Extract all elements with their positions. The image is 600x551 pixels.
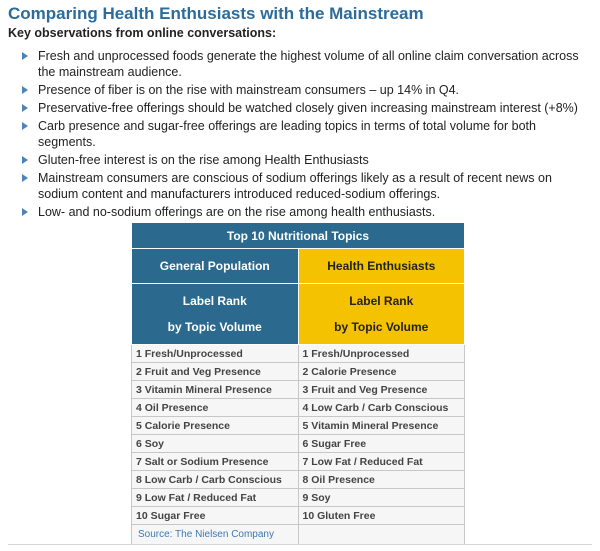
health-enthusiasts-header: Health Enthusiasts: [298, 249, 465, 284]
general-rank-cell: 7 Salt or Sodium Presence: [132, 453, 299, 471]
table-row: [132, 507, 465, 525]
health-rank-cell: 7 Low Fat / Reduced Fat: [298, 453, 465, 471]
general-rank-cell: 9 Low Fat / Reduced Fat: [132, 489, 299, 507]
nutritional-topics-table: [131, 222, 465, 545]
empty-cell: [298, 525, 465, 545]
triangle-bullet-icon: [22, 86, 28, 94]
health-rank-cell: 10 Gluten Free: [298, 507, 465, 525]
general-subheader: [132, 284, 299, 345]
table-row: [132, 453, 465, 471]
bullet-text: Fresh and unprocessed foods generate the highest volume of all online claim conversation across the mainstream audience.: [38, 49, 579, 79]
table-row: [132, 417, 465, 435]
bullet-text: Preservative-free offerings should be watched closely given increasing mainstream interest (+8%): [38, 101, 578, 115]
health-rank-cell: 2 Calorie Presence: [298, 363, 465, 381]
general-population-header: General Population: [132, 249, 299, 284]
triangle-bullet-icon: [22, 156, 28, 164]
list-item: [22, 118, 594, 150]
triangle-bullet-icon: [22, 52, 28, 60]
table-title: Top 10 Nutritional Topics: [132, 223, 465, 249]
health-rank-cell: 9 Soy: [298, 489, 465, 507]
triangle-bullet-icon: [22, 174, 28, 182]
health-subheader-line2: by Topic Volume: [334, 320, 429, 334]
page-title: Comparing Health Enthusiasts with the Mainstream: [8, 4, 424, 23]
list-item: [22, 170, 594, 202]
health-rank-cell: 6 Sugar Free: [298, 435, 465, 453]
table-row: [132, 435, 465, 453]
table-row: [132, 489, 465, 507]
health-rank-cell: 1 Fresh/Unprocessed: [298, 345, 465, 363]
source-row: [132, 525, 465, 545]
general-rank-cell: 2 Fruit and Veg Presence: [132, 363, 299, 381]
general-rank-cell: 3 Vitamin Mineral Presence: [132, 381, 299, 399]
general-subheader-line1: Label Rank: [182, 294, 247, 308]
table-row: [132, 345, 465, 363]
page-subtitle: Key observations from online conversations:: [8, 26, 277, 40]
observations-list: [22, 48, 594, 222]
bullet-text: Low- and no-sodium offerings are on the rise among health enthusiasts.: [38, 205, 436, 219]
table-row: [132, 399, 465, 417]
health-subheader: [298, 284, 465, 345]
list-item: [22, 204, 594, 220]
table-row: [132, 381, 465, 399]
general-rank-cell: 8 Low Carb / Carb Conscious: [132, 471, 299, 489]
table-row: [132, 471, 465, 489]
general-rank-cell: 10 Sugar Free: [132, 507, 299, 525]
bottom-divider: [8, 544, 592, 545]
health-rank-cell: 4 Low Carb / Carb Conscious: [298, 399, 465, 417]
general-subheader-line2: by Topic Volume: [167, 320, 262, 334]
bullet-text: Carb presence and sugar-free offerings are leading topics in terms of total volume for both segments.: [38, 119, 536, 149]
general-rank-cell: 1 Fresh/Unprocessed: [132, 345, 299, 363]
health-rank-cell: 5 Vitamin Mineral Presence: [298, 417, 465, 435]
source-credit: Source: The Nielsen Company: [132, 525, 299, 545]
list-item: [22, 100, 594, 116]
triangle-bullet-icon: [22, 208, 28, 216]
bullet-text: Gluten-free interest is on the rise among Health Enthusiasts: [38, 153, 369, 167]
general-rank-cell: 6 Soy: [132, 435, 299, 453]
bullet-text: Presence of fiber is on the rise with mainstream consumers – up 14% in Q4.: [38, 83, 460, 97]
bullet-text: Mainstream consumers are conscious of sodium offerings likely as a result of recent news on sodium content and manufacturers introduced reduced-sodium offerings.: [38, 171, 552, 201]
health-subheader-line1: Label Rank: [349, 294, 414, 308]
list-item: [22, 152, 594, 168]
health-rank-cell: 3 Fruit and Veg Presence: [298, 381, 465, 399]
list-item: [22, 48, 594, 80]
general-rank-cell: 5 Calorie Presence: [132, 417, 299, 435]
table-row: [132, 363, 465, 381]
triangle-bullet-icon: [22, 104, 28, 112]
general-rank-cell: 4 Oil Presence: [132, 399, 299, 417]
triangle-bullet-icon: [22, 122, 28, 130]
health-rank-cell: 8 Oil Presence: [298, 471, 465, 489]
list-item: [22, 82, 594, 98]
